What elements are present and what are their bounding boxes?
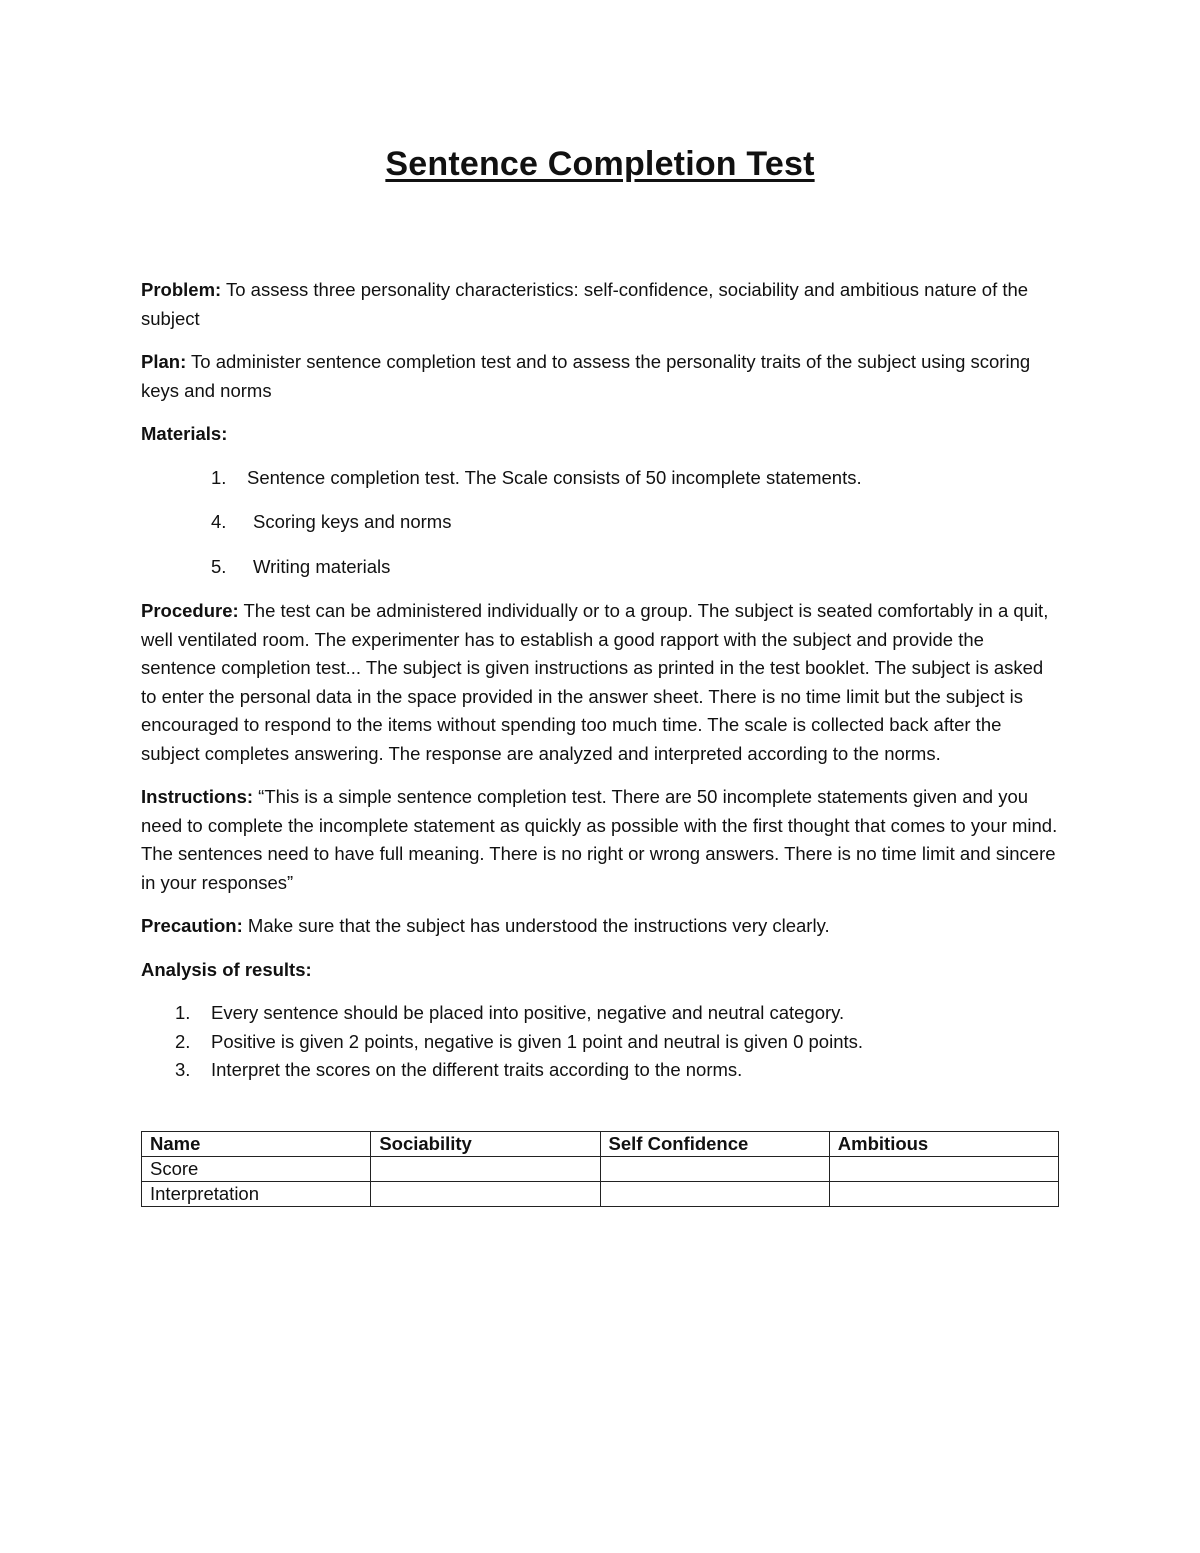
instructions-section	[141, 783, 1061, 897]
problem-text: To assess three personality characteristics: self-confidence, sociability and ambitious nature of the subject	[141, 279, 1029, 329]
table-cell: Interpretation	[142, 1182, 371, 1207]
list-item-number: 5.	[211, 555, 227, 577]
table-header-cell: Ambitious	[829, 1132, 1058, 1157]
list-item-number: 3.	[175, 1059, 191, 1080]
precaution-section	[141, 912, 1061, 941]
table-cell	[829, 1157, 1058, 1182]
table-row	[142, 1157, 1059, 1182]
list-item-text: Positive is given 2 points, negative is given 1 point and neutral is given 0 points.	[211, 1030, 864, 1052]
list-item-text: Sentence completion test. The Scale consists of 50 incomplete statements.	[247, 466, 862, 488]
plan-section	[141, 348, 1061, 405]
table-header-row	[142, 1132, 1059, 1157]
list-item	[141, 1056, 1061, 1085]
list-item-text: Scoring keys and norms	[253, 511, 452, 532]
table-cell: Score	[142, 1157, 371, 1182]
results-table	[141, 1131, 1059, 1207]
analysis-list	[141, 999, 1061, 1085]
plan-label: Plan:	[141, 351, 187, 372]
table-cell	[829, 1182, 1058, 1207]
list-item	[141, 553, 1061, 582]
table-cell	[600, 1157, 829, 1182]
table-header-cell: Sociability	[371, 1132, 600, 1157]
instructions-text: “This is a simple sentence completion test. There are 50 incomplete statements given and you need to complete the incomplete statement as quickly as possible with the first thought that comes to your mind. The sentences need to have full meaning. There is no right or wrong answers. There is no time limit and sincere in your responses”	[141, 786, 1058, 893]
list-item-number: 2.	[175, 1030, 191, 1052]
procedure-text: The test can be administered individually or to a group. The subject is seated comfortably in a quit, well ventilated room. The experimenter has to establish a good rapport with the subject and provide the sentence completion test... The subject is given instructions as printed in the test booklet. The subject is asked to enter the personal data in the space provided in the answer sheet. There is no time limit but the subject is encouraged to respond to the items without spending too much time. The scale is collected back after the subject completes answering. The response are analyzed and interpreted according to the norms.	[141, 600, 1049, 764]
list-item	[141, 508, 1061, 537]
list-item	[141, 999, 1061, 1028]
table-cell	[600, 1182, 829, 1207]
instructions-label: Instructions:	[141, 786, 254, 807]
list-item-number: 1.	[175, 1002, 191, 1023]
precaution-text: Make sure that the subject has understood the instructions very clearly.	[247, 915, 830, 936]
list-item-text: Every sentence should be placed into positive, negative and neutral category.	[211, 1002, 845, 1023]
materials-heading: Materials:	[141, 423, 228, 444]
table-header-cell: Self Confidence	[600, 1132, 829, 1157]
table-cell	[371, 1157, 600, 1182]
page-title: Sentence Completion Test	[385, 145, 815, 183]
problem-section	[141, 276, 1061, 333]
plan-text: To administer sentence completion test and to assess the personality traits of the subject using scoring keys and norms	[141, 351, 1031, 401]
problem-label: Problem:	[141, 279, 222, 300]
list-item	[141, 1028, 1061, 1057]
list-item-text: Interpret the scores on the different traits according to the norms.	[211, 1059, 743, 1080]
list-item	[141, 464, 1061, 493]
list-item-text: Writing materials	[253, 555, 391, 577]
precaution-label: Precaution:	[141, 915, 243, 936]
document-body	[141, 276, 1061, 1088]
table-cell	[371, 1182, 600, 1207]
procedure-section	[141, 597, 1061, 768]
procedure-label: Procedure:	[141, 600, 239, 621]
list-item-number: 1.	[211, 466, 227, 488]
table-header-cell: Name	[142, 1132, 371, 1157]
list-item-number: 4.	[211, 511, 227, 532]
analysis-heading: Analysis of results:	[141, 958, 312, 980]
table-row	[142, 1182, 1059, 1207]
materials-list	[141, 464, 1061, 582]
